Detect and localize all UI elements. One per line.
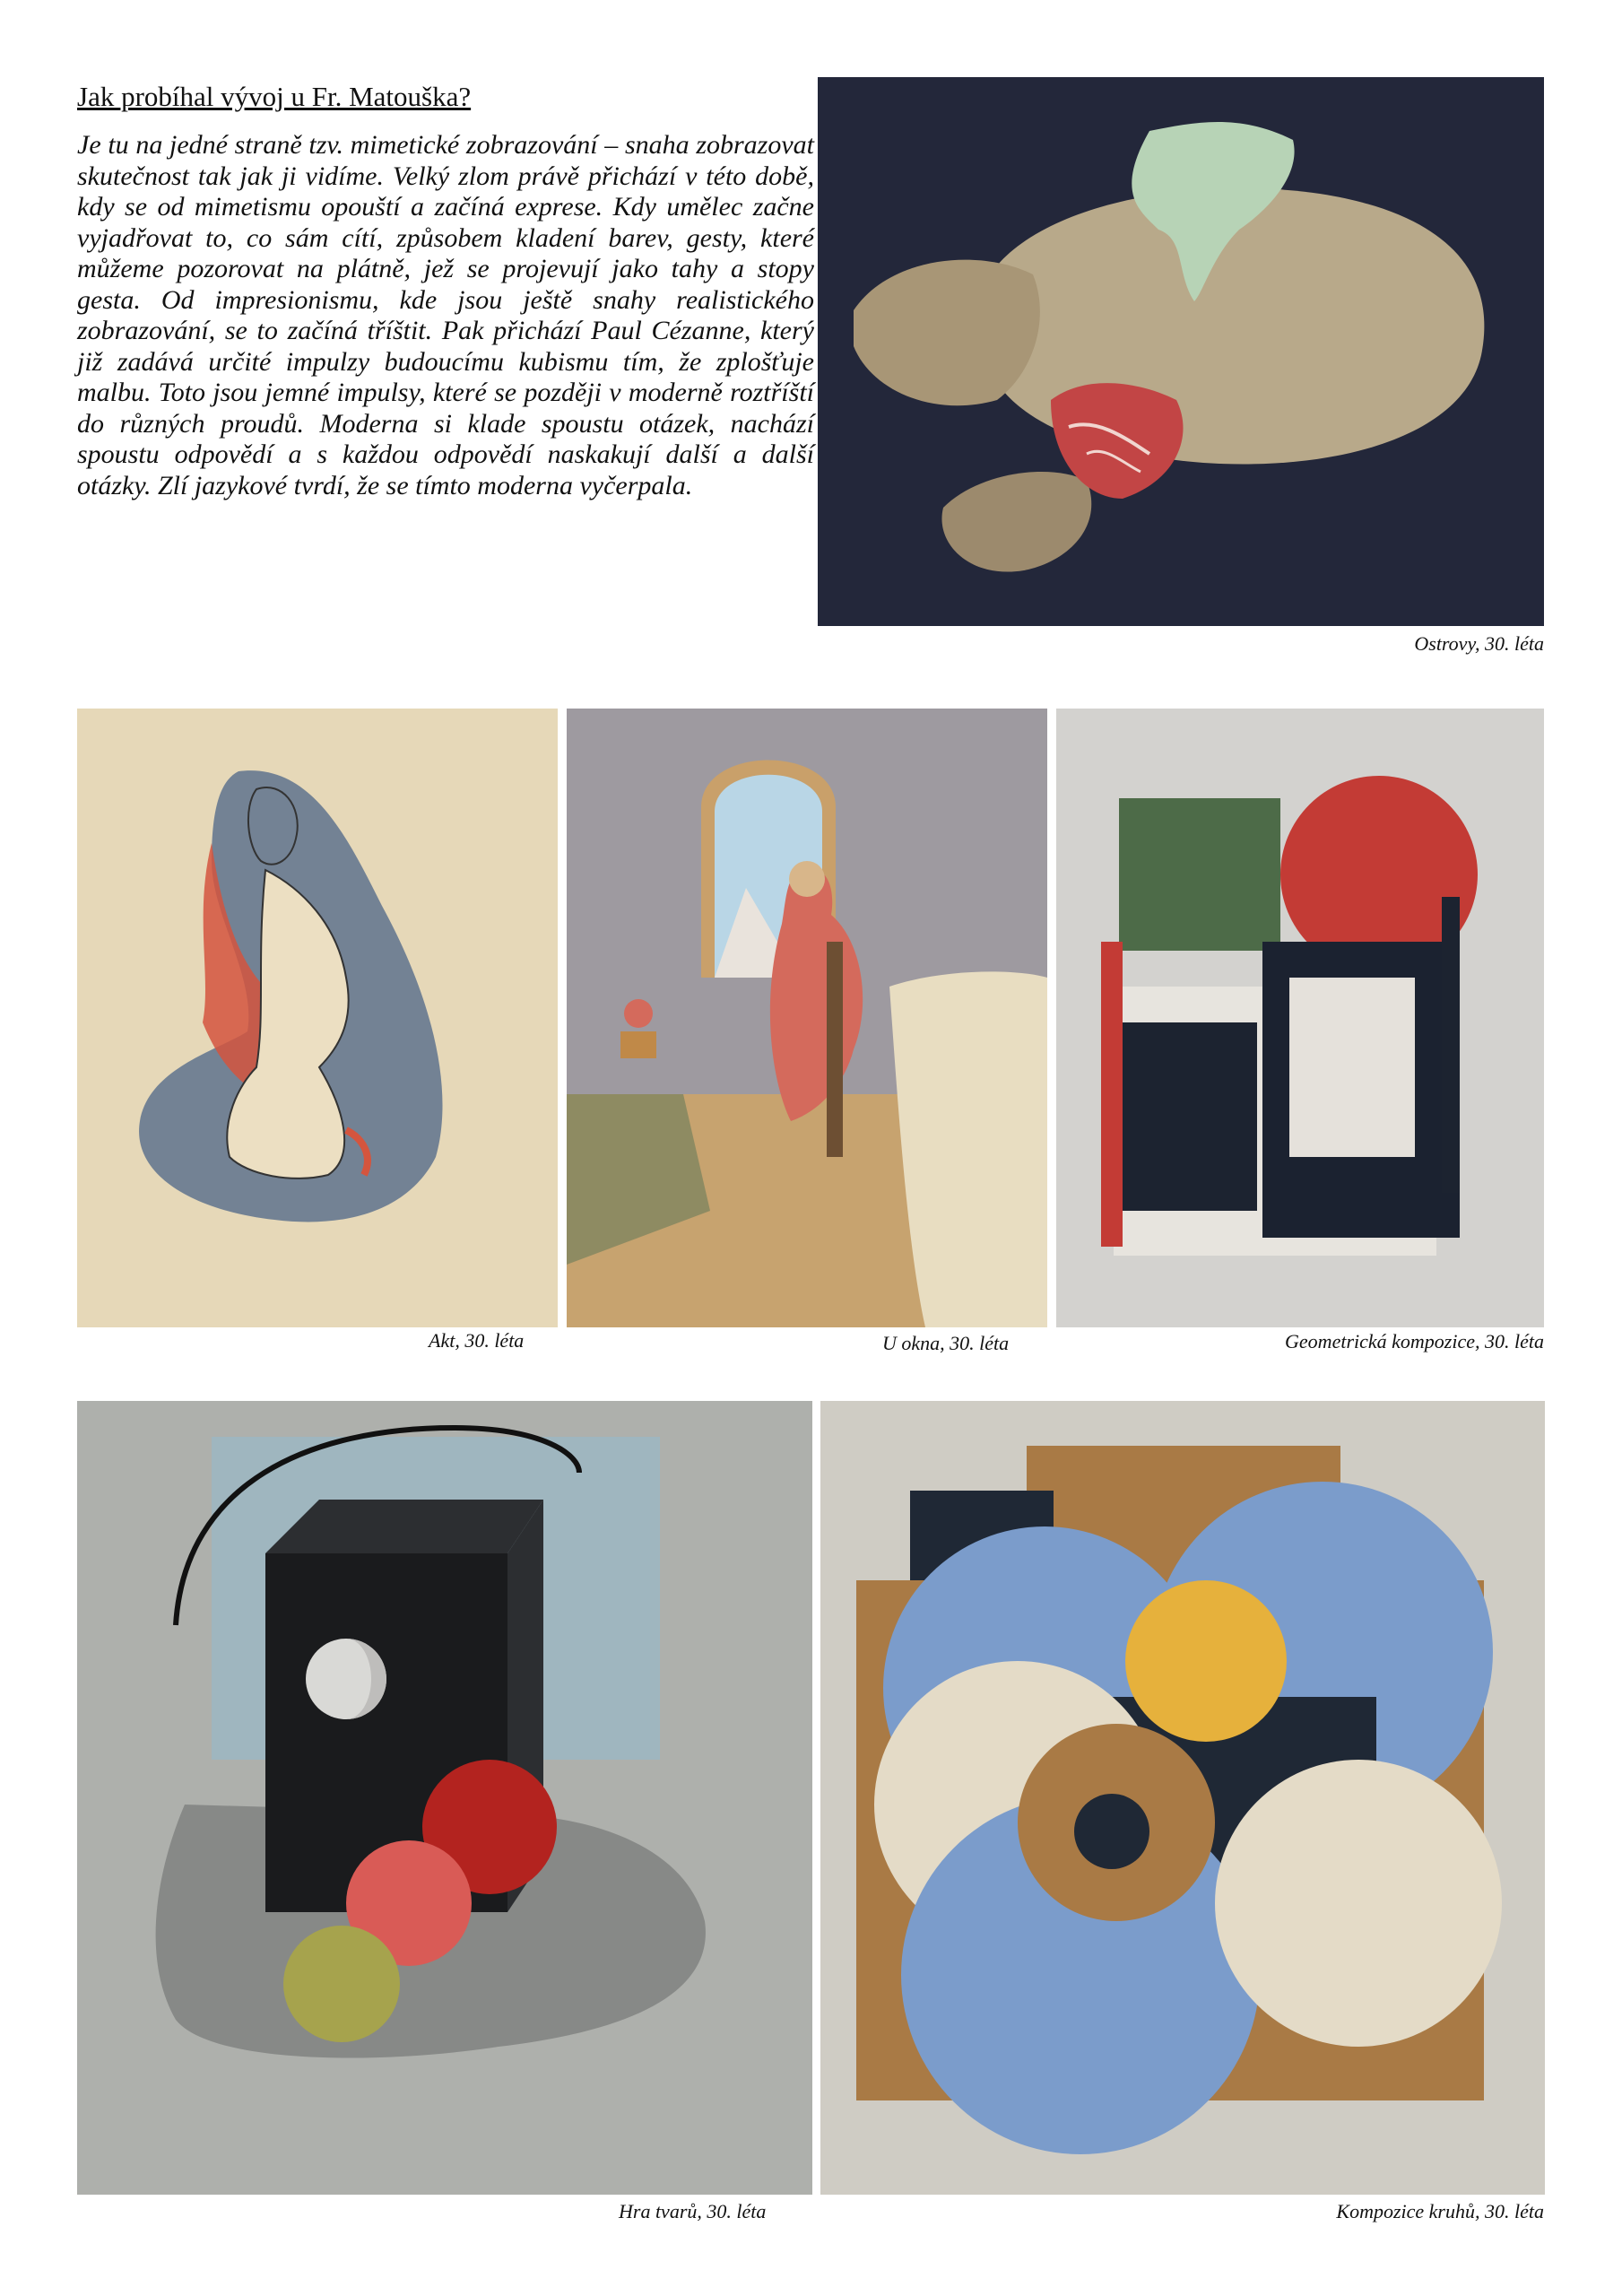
- page-heading: Jak probíhal vývoj u Fr. Matouška?: [77, 81, 472, 112]
- artwork-ostrovy: [818, 77, 1544, 626]
- artwork-akt: [77, 709, 558, 1327]
- caption-u-okna: U okna, 30. léta: [882, 1332, 1010, 1354]
- caption-ostrovy: Ostrovy, 30. léta: [1414, 632, 1544, 655]
- artwork-hra-tvaru: [77, 1401, 812, 2195]
- caption-hra-tvaru: Hra tvarů, 30. léta: [619, 2200, 767, 2222]
- caption-akt: Akt, 30. léta: [429, 1329, 525, 1352]
- artwork-u-okna: [567, 709, 1047, 1327]
- caption-kompozice-kruhu: Kompozice kruhů, 30. léta: [1336, 2200, 1544, 2222]
- artwork-geometricka-kompozice: [1056, 709, 1544, 1327]
- artwork-kompozice-kruhu: [820, 1401, 1545, 2195]
- body-paragraph: Je tu na jedné straně tzv. mimetické zobrazování – snaha zobrazovat skutečnost tak jak ji vidíme. Velký zlom právě přichází v této době, kdy se od mimetismu opouští a začíná exprese. Kdy umělec začne vyjadřovat to, co sám cítí, způsobem kladení barev, gesty, které můžeme pozorovat na plátně, jež se projevují jako tahy a stopy gesta. Od impresionismu, kde jsou ještě snahy realistického zobrazování, se to začíná tříštit. Pak přichází Paul Cézanne, který již zadává určité impulzy budoucímu kubismu tím, že zplošťuje malbu. Toto jsou jemné impulsy, které se později v moderně roztříští do různých proudů. Moderna si klade spoustu otázek, nachází spoustu odpovědí a s každou odpovědí naskakují další a další otázky. Zlí jazykové tvrdí, že se tímto moderna vyčerpala.: [77, 130, 814, 500]
- caption-geometricka-kompozice: Geometrická kompozice, 30. léta: [1285, 1330, 1544, 1352]
